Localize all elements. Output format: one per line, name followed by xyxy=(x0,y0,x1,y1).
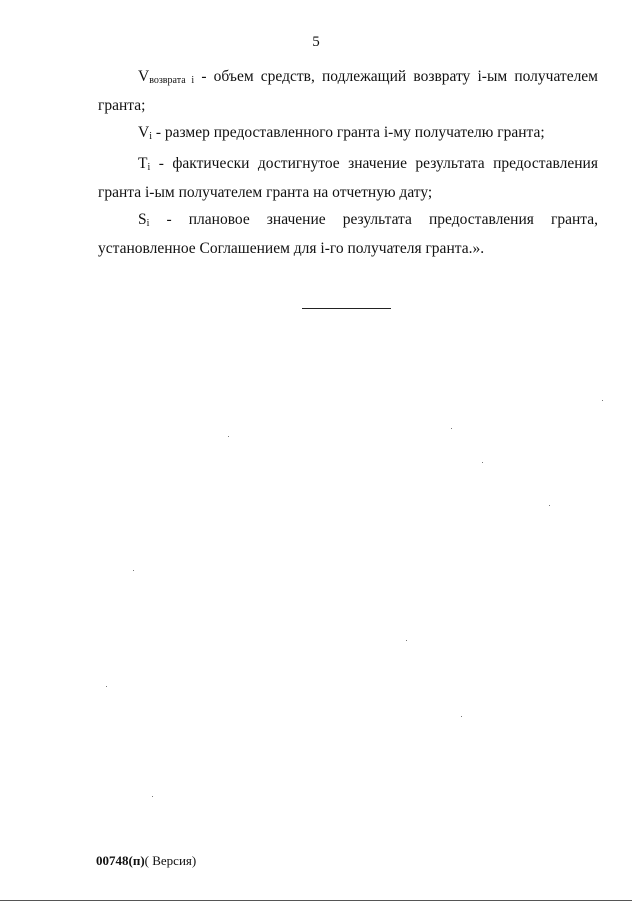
scan-speck xyxy=(406,640,407,641)
scan-speck xyxy=(482,462,483,463)
document-code xyxy=(96,853,196,869)
formula-subscript: i xyxy=(146,218,150,229)
paragraph-t-actual xyxy=(98,151,598,205)
scan-speck xyxy=(461,716,462,717)
formula-symbol: V xyxy=(138,124,150,141)
paragraph-s-planned xyxy=(98,207,598,261)
scan-speck xyxy=(549,505,550,506)
bottom-edge-line xyxy=(0,900,632,901)
formula-subscript: возврата i xyxy=(149,75,195,86)
scan-speck xyxy=(106,686,107,687)
scan-speck xyxy=(602,400,603,401)
scan-speck xyxy=(228,436,229,437)
document-code-number: 00748(п) xyxy=(96,853,145,868)
paragraph-text: - размер предоставленного гранта i-му получателю гранта; xyxy=(151,124,545,141)
formula-symbol: S xyxy=(138,211,147,228)
paragraph-text: - фактически достигнутое значение результата предоставления гранта i-ым получателем гранта на отчетную дату; xyxy=(98,155,598,201)
formula-subscript: i xyxy=(147,162,151,173)
paragraph-text: - плановое значение результата предоставления гранта, установленное Соглашением для i-го получателя гранта.». xyxy=(98,211,598,257)
separator-line xyxy=(302,308,391,309)
paragraph-v-return xyxy=(98,64,598,118)
scan-speck xyxy=(451,428,452,429)
document-body xyxy=(98,64,598,263)
paragraph-text: - объем средств, подлежащий возврату i-ым получателем гранта; xyxy=(98,68,598,114)
scan-speck xyxy=(152,796,153,797)
formula-symbol: T xyxy=(138,155,148,172)
formula-symbol: V xyxy=(138,68,150,85)
formula-subscript: i xyxy=(149,131,152,142)
scan-speck xyxy=(133,570,134,571)
document-code-version: ( Версия) xyxy=(144,853,197,868)
paragraph-v-grant xyxy=(98,120,598,149)
page-number: 5 xyxy=(312,34,320,50)
